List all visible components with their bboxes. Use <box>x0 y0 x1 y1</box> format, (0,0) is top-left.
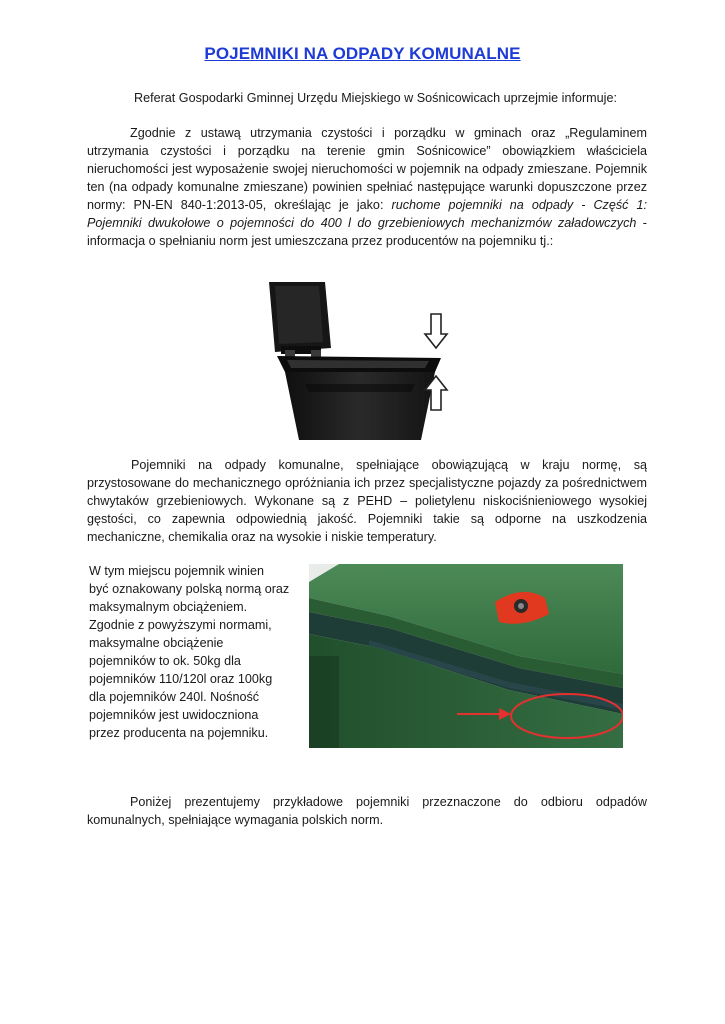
paragraph-regulations-part1: Zgodnie z ustawą utrzymania czystości i porządku w gminach oraz „Regulaminem utrzymania czystości i porządku na terenie gmin Sośnicowice” obowiązkiem właściciela nieruchomości jest wyposażenie swojej nieruchomości w pojemnik na odpady zmieszane. Pojemnik ten (na odpady komunalne zmieszane) powinien spełniać następujące warunki dopuszczone przez normy: PN-EN 840-1:2013-05, określając je jako: <box>87 126 647 212</box>
norm-marking-note <box>89 562 302 742</box>
note-line: dla pojemników 240l. Nośność <box>89 690 260 704</box>
norm-name-italic: ruchome pojemniki na odpady - Część 1: Pojemniki dwukołowe o pojemności do 400 l do grzebieniowych mechanizmów załadowczych <box>87 198 647 230</box>
note-line: pojemników jest uwidoczniona <box>89 708 259 722</box>
intro-text: Referat Gospodarki Gminnej Urzędu Miejskiego w Sośnicowicach uprzejmie informuje: <box>134 91 617 105</box>
note-line: pojemników 110/120l oraz 100kg <box>89 672 273 686</box>
note-line: Zgodnie z powyższymi normami, <box>89 618 272 632</box>
note-line: być oznakowany polską normą oraz <box>89 582 290 596</box>
paragraph-regulations <box>87 124 647 250</box>
green-lid-closeup-photo <box>309 564 623 748</box>
black-bin-illustration <box>265 280 455 440</box>
note-line: maksymalnym obciążeniem. <box>89 600 248 614</box>
paragraph-regulations-part2: - informacja o spełnianiu norm jest umieszczana przez producentów na pojemniku tj.: <box>87 216 647 248</box>
page-title: POJEMNIKI NA ODPADY KOMUNALNE <box>204 44 521 63</box>
note-line: maksymalne obciążenie <box>89 636 224 650</box>
note-line: pojemników to ok. 50kg dla <box>89 654 241 668</box>
note-line: W tym miejscu pojemnik winien <box>89 564 264 578</box>
note-line: przez producenta na pojemniku. <box>89 726 269 740</box>
paragraph-bin-properties: Pojemniki na odpady komunalne, spełniające obowiązującą w kraju normę, są przystosowane do mechanicznego opróżniania ich przez specjalistyczne pojazdy za pośrednictwem chwytaków grzebieniowych. Wykonane są z PEHD – polietylenu niskociśnieniowego wysokiej gęstości, co zapewnia odpowiednią jakość. Pojemniki takie są odporne na uszkodzenia mechaniczne, chemikalia oraz na wysokie i niskie temperatury. <box>87 458 647 544</box>
paragraph-examples: Poniżej prezentujemy przykładowe pojemniki przeznaczone do odbioru odpadów komunalnych, spełniające wymagania polskich norm. <box>87 795 647 827</box>
